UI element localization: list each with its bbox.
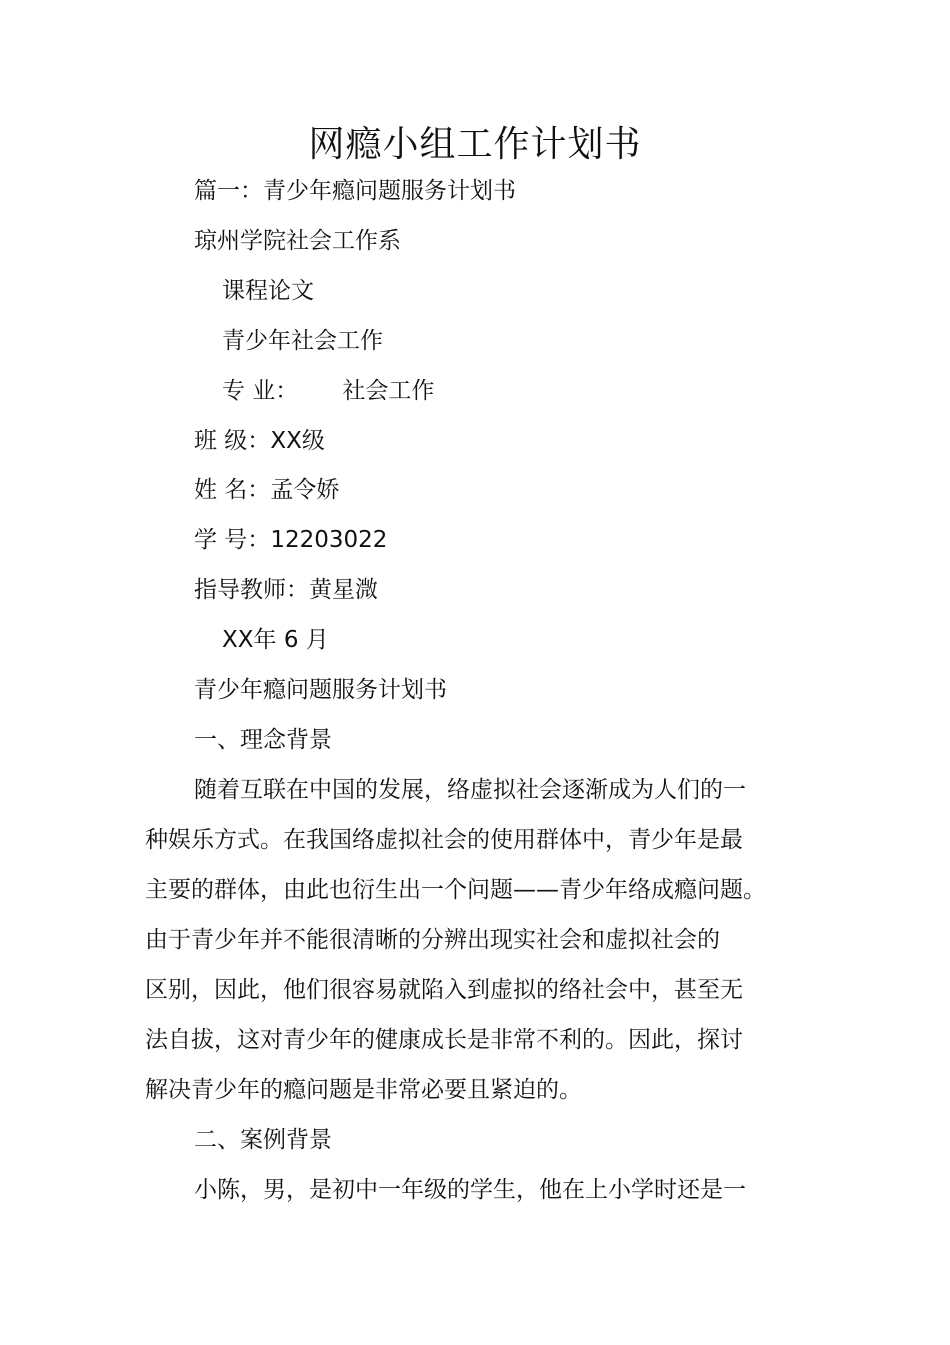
name-label: 姓 名： — [194, 477, 271, 503]
major-label: 专 业： — [222, 378, 299, 404]
paragraph-line: 主要的群体，由此也衍生出一个问题——青少年络成瘾问题。 — [145, 877, 766, 903]
class-row — [194, 426, 325, 456]
paragraph-line: 由于青少年并不能很清晰的分辨出现实社会和虚拟社会的 — [145, 927, 720, 953]
heading-concept-background: 一、理念背景 — [194, 727, 332, 753]
heading-case-background: 二、案例背景 — [194, 1127, 332, 1153]
document-date: XX年 6 月 — [222, 627, 329, 653]
paragraph-line: 解决青少年的瘾问题是非常必要且紧迫的。 — [145, 1077, 582, 1103]
class-value: XX级 — [270, 428, 325, 454]
major-value: 社会工作 — [342, 378, 435, 404]
name-row — [194, 475, 339, 505]
advisor-label: 指导教师： — [194, 577, 309, 603]
school-name: 琼州学院社会工作系 — [194, 228, 401, 254]
paragraph-line: 法自拔，这对青少年的健康成长是非常不利的。因此，探讨 — [145, 1027, 743, 1053]
paragraph-line: 区别，因此，他们很容易就陷入到虚拟的络社会中，甚至无 — [145, 977, 743, 1003]
plan-title: 青少年瘾问题服务计划书 — [194, 677, 447, 703]
course-name: 青少年社会工作 — [222, 328, 383, 354]
class-label: 班 级： — [194, 428, 271, 454]
paragraph-line: 随着互联在中国的发展，络虚拟社会逐渐成为人们的一 — [194, 777, 746, 803]
advisor-value: 黄星溦 — [309, 577, 378, 603]
paragraph-line: 种娱乐方式。在我国络虚拟社会的使用群体中，青少年是最 — [145, 827, 743, 853]
paragraph-line: 小陈，男，是初中一年级的学生，他在上小学时还是一 — [194, 1177, 746, 1203]
name-value: 孟令娇 — [270, 477, 340, 503]
document-title: 网瘾小组工作计划书 — [308, 124, 642, 165]
student-id-label: 学 号： — [194, 527, 271, 553]
section-heading: 篇一：青少年瘾问题服务计划书 — [194, 178, 516, 204]
major-row — [222, 376, 434, 406]
advisor-row — [194, 575, 378, 605]
paper-type: 课程论文 — [222, 278, 314, 304]
student-id-row — [194, 525, 387, 555]
student-id-value: 12203022 — [270, 527, 388, 553]
